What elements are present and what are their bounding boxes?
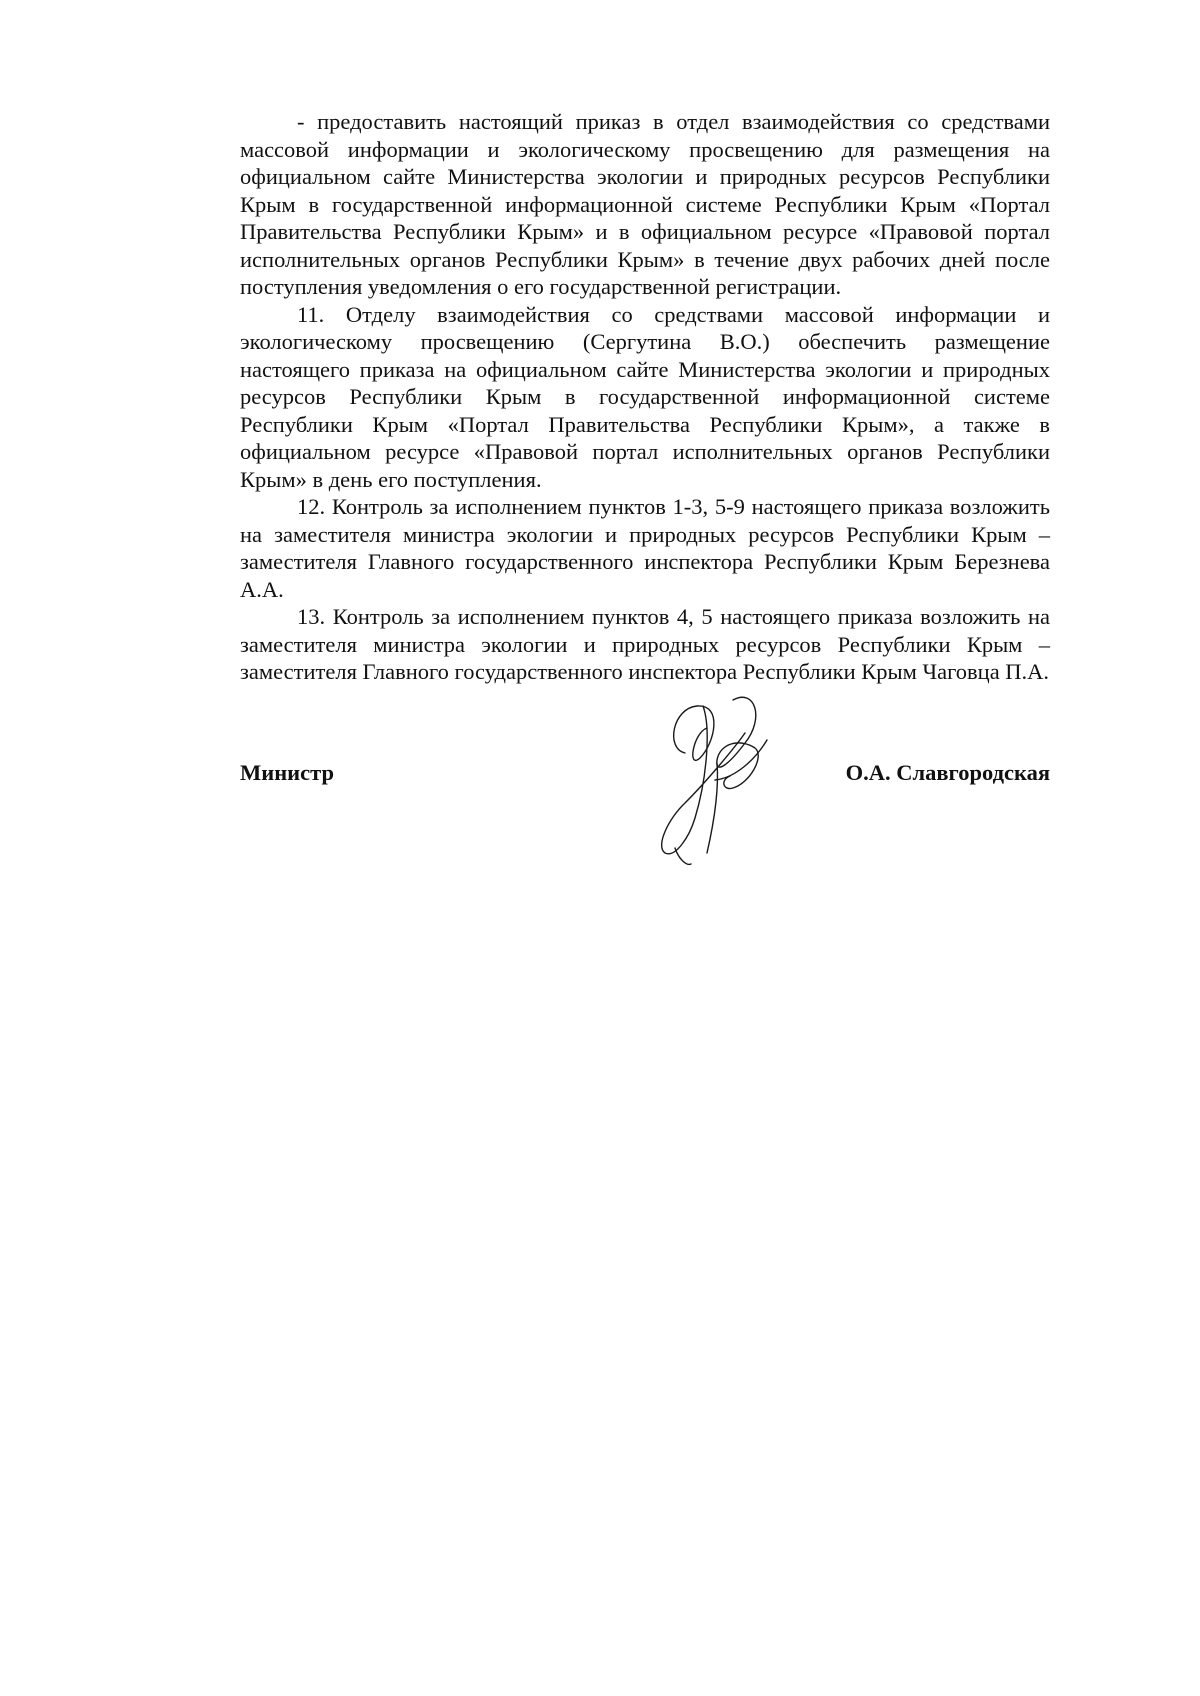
handwritten-signature-icon (645, 688, 795, 868)
document-body (240, 108, 1050, 686)
signatory-title: Министр (240, 760, 334, 785)
paragraph-item-13: 13. Контроль за исполнением пунктов 4, 5 настоящего приказа возложить на заместителя министра экологии и природных ресурсов Республики Крым – заместителя Главного государственного инспектора Республики Крым Чаговца П.А. (240, 604, 1050, 684)
paragraph-item-12: 12. Контроль за исполнением пунктов 1-3, 5-9 настоящего приказа возложить на заместителя министра экологии и природных ресурсов Республики Крым – заместителя Главного государственного инспектора Республики Крым Березнева А.А. (240, 494, 1050, 602)
signatory-name: О.А. Славгородская (845, 760, 1050, 785)
paragraph-publication-instruction: - предоставить настоящий приказ в отдел взаимодействия со средствами массовой информации и экологическому просвещению для размещения на официальном сайте Министерства экологии и природных ресурсов Республики Крым в государственной информационной системе Республики Крым «Портал Правительства Республики Крым» и в официальном ресурсе «Правовой портал исполнительных органов Республики Крым» в течение двух рабочих дней после поступления уведомления о его государственной регистрации. (240, 109, 1050, 299)
paragraph-item-11: 11. Отделу взаимодействия со средствами массовой информации и экологическому просвещению (Сергутина В.О.) обеспечить размещение настоящего приказа на официальном сайте Министерства экологии и природных ресурсов Республики Крым в государственной информационной системе Республики Крым «Портал Правительства Республики Крым», а также в официальном ресурсе «Правовой портал исполнительных органов Республики Крым» в день его поступления. (240, 301, 1050, 492)
